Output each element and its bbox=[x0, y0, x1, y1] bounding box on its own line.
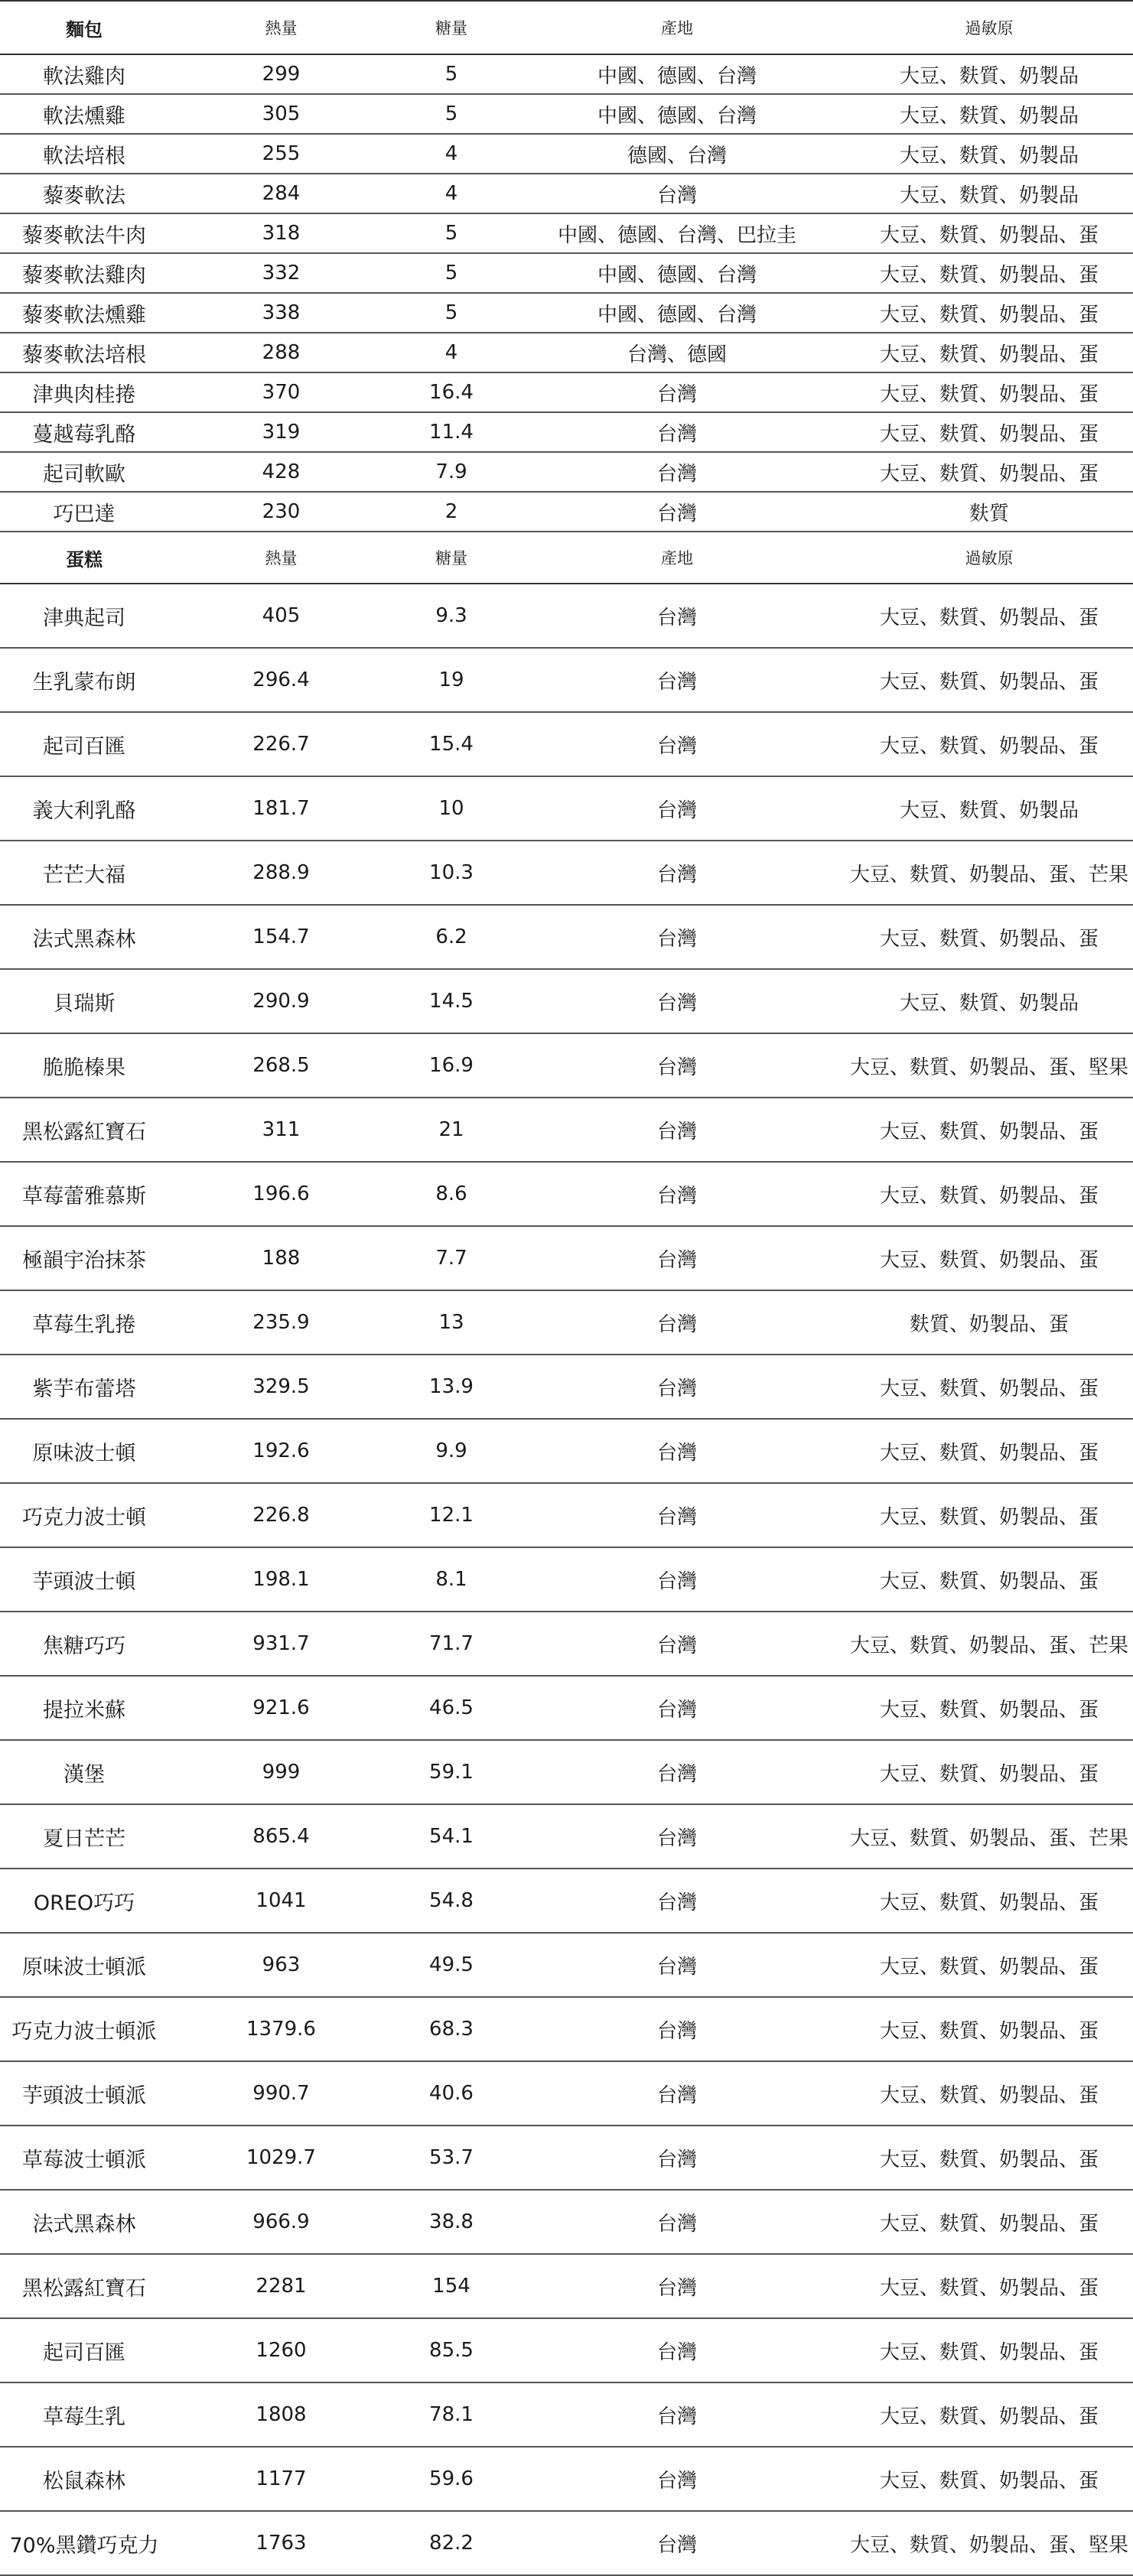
origin-cell: 台灣 bbox=[509, 2254, 845, 2318]
origin-cell: 台灣 bbox=[509, 174, 845, 213]
calories-cell: 188 bbox=[168, 1226, 394, 1290]
item-name: 黑松露紅寶石 bbox=[0, 2254, 168, 2318]
calories-cell: 305 bbox=[168, 94, 394, 134]
allergen-cell: 大豆、麩質、奶製品、蛋 bbox=[845, 333, 1133, 372]
allergen-cell: 大豆、麩質、奶製品、蛋 bbox=[845, 1355, 1133, 1419]
origin-cell: 台灣 bbox=[509, 452, 845, 492]
allergen-cell: 麩質 bbox=[845, 492, 1133, 532]
allergen-cell: 大豆、麩質、奶製品、蛋 bbox=[845, 293, 1133, 333]
origin-cell: 台灣 bbox=[509, 1676, 845, 1740]
item-name: 芋頭波士頓派 bbox=[0, 2061, 168, 2126]
calories-cell: 288.9 bbox=[168, 841, 394, 905]
calories-header: 熱量 bbox=[168, 1, 394, 54]
table-row bbox=[0, 1290, 1133, 1355]
table-row bbox=[0, 841, 1133, 905]
allergen-cell: 大豆、麩質、奶製品 bbox=[845, 94, 1133, 134]
calories-cell: 865.4 bbox=[168, 1804, 394, 1869]
table-row bbox=[0, 1226, 1133, 1290]
allergen-cell: 大豆、麩質、奶製品、蛋 bbox=[845, 1547, 1133, 1612]
sugar-cell: 71.7 bbox=[394, 1612, 509, 1676]
calories-cell: 268.5 bbox=[168, 1033, 394, 1098]
sugar-cell: 11.4 bbox=[394, 412, 509, 452]
item-name: 焦糖巧巧 bbox=[0, 1612, 168, 1676]
allergen-cell: 大豆、麩質、奶製品、蛋 bbox=[845, 712, 1133, 776]
origin-cell: 中國、德國、台灣 bbox=[509, 253, 845, 293]
item-name: 生乳蒙布朗 bbox=[0, 648, 168, 712]
origin-cell: 台灣 bbox=[509, 905, 845, 969]
sugar-cell: 46.5 bbox=[394, 1676, 509, 1740]
calories-cell: 1763 bbox=[168, 2511, 394, 2575]
item-name: 巧巴達 bbox=[0, 492, 168, 532]
allergen-cell: 大豆、麩質、奶製品、蛋 bbox=[845, 1869, 1133, 1933]
table-row bbox=[0, 1162, 1133, 1226]
sugar-cell: 5 bbox=[394, 293, 509, 333]
allergen-cell: 大豆、麩質、奶製品、蛋 bbox=[845, 2254, 1133, 2318]
allergen-cell: 大豆、麩質、奶製品 bbox=[845, 54, 1133, 94]
sugar-cell: 5 bbox=[394, 54, 509, 94]
product-table-body bbox=[0, 1, 1133, 2575]
item-name: 起司百匯 bbox=[0, 712, 168, 776]
table-row bbox=[0, 2318, 1133, 2382]
origin-cell: 台灣 bbox=[509, 712, 845, 776]
origin-cell: 中國、德國、台灣、巴拉圭 bbox=[509, 213, 845, 253]
calories-cell: 370 bbox=[168, 372, 394, 412]
origin-cell: 台灣 bbox=[509, 1226, 845, 1290]
allergen-cell: 大豆、麩質、奶製品、蛋、芒果 bbox=[845, 1804, 1133, 1869]
allergen-cell: 大豆、麩質、奶製品、蛋 bbox=[845, 1162, 1133, 1226]
sugar-cell: 5 bbox=[394, 94, 509, 134]
sugar-cell: 54.8 bbox=[394, 1869, 509, 1933]
origin-cell: 台灣 bbox=[509, 1419, 845, 1483]
allergen-cell: 大豆、麩質、奶製品、蛋 bbox=[845, 412, 1133, 452]
table-row bbox=[0, 213, 1133, 253]
allergen-cell: 大豆、麩質、奶製品、蛋 bbox=[845, 253, 1133, 293]
origin-cell: 中國、德國、台灣 bbox=[509, 94, 845, 134]
table-row bbox=[0, 2254, 1133, 2318]
allergen-cell: 大豆、麩質、奶製品、蛋 bbox=[845, 1419, 1133, 1483]
origin-cell: 台灣 bbox=[509, 969, 845, 1033]
sugar-cell: 10.3 bbox=[394, 841, 509, 905]
origin-cell: 台灣 bbox=[509, 776, 845, 841]
sugar-cell: 40.6 bbox=[394, 2061, 509, 2126]
sugar-cell: 16.4 bbox=[394, 372, 509, 412]
sugar-cell: 82.2 bbox=[394, 2511, 509, 2575]
table-row bbox=[0, 1933, 1133, 1997]
origin-cell: 台灣 bbox=[509, 841, 845, 905]
calories-cell: 226.7 bbox=[168, 712, 394, 776]
table-row bbox=[0, 2382, 1133, 2447]
allergen-cell: 大豆、麩質、奶製品、蛋 bbox=[845, 2061, 1133, 2126]
table-row bbox=[0, 94, 1133, 134]
item-name: 軟法燻雞 bbox=[0, 94, 168, 134]
origin-cell: 台灣 bbox=[509, 1612, 845, 1676]
sugar-cell: 4 bbox=[394, 134, 509, 174]
sugar-header: 糖量 bbox=[394, 1, 509, 54]
calories-cell: 1029.7 bbox=[168, 2126, 394, 2190]
item-name: 脆脆榛果 bbox=[0, 1033, 168, 1098]
origin-cell: 台灣 bbox=[509, 1162, 845, 1226]
sugar-cell: 5 bbox=[394, 213, 509, 253]
table-row bbox=[0, 969, 1133, 1033]
origin-cell: 台灣 bbox=[509, 2447, 845, 2511]
calories-cell: 226.8 bbox=[168, 1483, 394, 1547]
table-row bbox=[0, 1419, 1133, 1483]
table-row bbox=[0, 2190, 1133, 2254]
allergen-cell: 大豆、麩質、奶製品、蛋 bbox=[845, 452, 1133, 492]
sugar-cell: 154 bbox=[394, 2254, 509, 2318]
sugar-cell: 14.5 bbox=[394, 969, 509, 1033]
bread-section-title: 麵包 bbox=[0, 1, 168, 54]
bread-section-header bbox=[0, 1, 1133, 54]
calories-cell: 1379.6 bbox=[168, 1997, 394, 2061]
table-row bbox=[0, 333, 1133, 372]
origin-cell: 台灣 bbox=[509, 2126, 845, 2190]
calories-cell: 999 bbox=[168, 1740, 394, 1804]
calories-cell: 154.7 bbox=[168, 905, 394, 969]
item-name: 藜麥軟法燻雞 bbox=[0, 293, 168, 333]
table-row bbox=[0, 1483, 1133, 1547]
item-name: 原味波士頓派 bbox=[0, 1933, 168, 1997]
origin-cell: 台灣 bbox=[509, 2061, 845, 2126]
sugar-cell: 8.1 bbox=[394, 1547, 509, 1612]
calories-cell: 1808 bbox=[168, 2382, 394, 2447]
item-name: 芒芒大福 bbox=[0, 841, 168, 905]
item-name: 芋頭波士頓 bbox=[0, 1547, 168, 1612]
origin-cell: 台灣 bbox=[509, 1547, 845, 1612]
item-name: 蔓越莓乳酪 bbox=[0, 412, 168, 452]
allergen-cell: 大豆、麩質、奶製品、蛋 bbox=[845, 2318, 1133, 2382]
origin-cell: 台灣 bbox=[509, 648, 845, 712]
origin-header: 產地 bbox=[509, 1, 845, 54]
origin-cell: 台灣 bbox=[509, 1098, 845, 1162]
item-name: 松鼠森林 bbox=[0, 2447, 168, 2511]
item-name: 夏日芒芒 bbox=[0, 1804, 168, 1869]
calories-cell: 196.6 bbox=[168, 1162, 394, 1226]
calories-cell: 318 bbox=[168, 213, 394, 253]
table-row bbox=[0, 2511, 1133, 2575]
origin-cell: 中國、德國、台灣 bbox=[509, 54, 845, 94]
sugar-cell: 21 bbox=[394, 1098, 509, 1162]
table-row bbox=[0, 293, 1133, 333]
origin-cell: 台灣 bbox=[509, 1483, 845, 1547]
table-row bbox=[0, 1098, 1133, 1162]
allergen-cell: 大豆、麩質、奶製品、蛋 bbox=[845, 2382, 1133, 2447]
item-name: 紫芋布蕾塔 bbox=[0, 1355, 168, 1419]
sugar-cell: 53.7 bbox=[394, 2126, 509, 2190]
allergen-cell: 大豆、麩質、奶製品、蛋 bbox=[845, 1997, 1133, 2061]
table-row bbox=[0, 372, 1133, 412]
table-row bbox=[0, 905, 1133, 969]
allergen-cell: 大豆、麩質、奶製品、蛋 bbox=[845, 2447, 1133, 2511]
item-name: 極韻宇治抹茶 bbox=[0, 1226, 168, 1290]
allergen-cell: 大豆、麩質、奶製品、蛋 bbox=[845, 584, 1133, 648]
table-row bbox=[0, 1612, 1133, 1676]
sugar-cell: 13.9 bbox=[394, 1355, 509, 1419]
calories-cell: 966.9 bbox=[168, 2190, 394, 2254]
calories-cell: 990.7 bbox=[168, 2061, 394, 2126]
table-row bbox=[0, 1804, 1133, 1869]
origin-cell: 台灣 bbox=[509, 2382, 845, 2447]
item-name: 原味波士頓 bbox=[0, 1419, 168, 1483]
item-name: 藜麥軟法培根 bbox=[0, 333, 168, 372]
item-name: 軟法培根 bbox=[0, 134, 168, 174]
origin-header: 產地 bbox=[509, 532, 845, 584]
allergen-cell: 大豆、麩質、奶製品、蛋 bbox=[845, 1933, 1133, 1997]
table-row bbox=[0, 412, 1133, 452]
sugar-cell: 8.6 bbox=[394, 1162, 509, 1226]
calories-cell: 235.9 bbox=[168, 1290, 394, 1355]
item-name: 巧克力波士頓 bbox=[0, 1483, 168, 1547]
allergen-cell: 大豆、麩質、奶製品、蛋 bbox=[845, 1226, 1133, 1290]
calories-cell: 921.6 bbox=[168, 1676, 394, 1740]
allergen-cell: 大豆、麩質、奶製品、蛋 bbox=[845, 648, 1133, 712]
table-row bbox=[0, 134, 1133, 174]
calories-cell: 329.5 bbox=[168, 1355, 394, 1419]
item-name: 藜麥軟法 bbox=[0, 174, 168, 213]
calories-cell: 332 bbox=[168, 253, 394, 293]
origin-cell: 台灣 bbox=[509, 584, 845, 648]
origin-cell: 台灣 bbox=[509, 1869, 845, 1933]
sugar-cell: 7.9 bbox=[394, 452, 509, 492]
calories-cell: 931.7 bbox=[168, 1612, 394, 1676]
table-row bbox=[0, 1033, 1133, 1098]
item-name: 70%黑鑽巧克力 bbox=[0, 2511, 168, 2575]
table-row bbox=[0, 2447, 1133, 2511]
sugar-cell: 9.3 bbox=[394, 584, 509, 648]
sugar-cell: 49.5 bbox=[394, 1933, 509, 1997]
origin-cell: 台灣 bbox=[509, 372, 845, 412]
table-row bbox=[0, 712, 1133, 776]
table-row bbox=[0, 54, 1133, 94]
table-row bbox=[0, 584, 1133, 648]
allergen-cell: 大豆、麩質、奶製品、蛋 bbox=[845, 2190, 1133, 2254]
item-name: 草莓波士頓派 bbox=[0, 2126, 168, 2190]
table-row bbox=[0, 1355, 1133, 1419]
item-name: 法式黑森林 bbox=[0, 905, 168, 969]
allergen-cell: 大豆、麩質、奶製品、蛋、芒果 bbox=[845, 1612, 1133, 1676]
table-row bbox=[0, 1869, 1133, 1933]
item-name: 軟法雞肉 bbox=[0, 54, 168, 94]
sugar-cell: 9.9 bbox=[394, 1419, 509, 1483]
item-name: 藜麥軟法雞肉 bbox=[0, 253, 168, 293]
sugar-cell: 2 bbox=[394, 492, 509, 532]
sugar-cell: 10 bbox=[394, 776, 509, 841]
calories-cell: 319 bbox=[168, 412, 394, 452]
table-row bbox=[0, 776, 1133, 841]
origin-cell: 台灣 bbox=[509, 1355, 845, 1419]
sugar-cell: 68.3 bbox=[394, 1997, 509, 2061]
sugar-cell: 78.1 bbox=[394, 2382, 509, 2447]
item-name: 草莓生乳捲 bbox=[0, 1290, 168, 1355]
table-row bbox=[0, 1740, 1133, 1804]
sugar-cell: 4 bbox=[394, 174, 509, 213]
item-name: 提拉米蘇 bbox=[0, 1676, 168, 1740]
table-row bbox=[0, 452, 1133, 492]
sugar-cell: 19 bbox=[394, 648, 509, 712]
table-row bbox=[0, 2061, 1133, 2126]
origin-cell: 中國、德國、台灣 bbox=[509, 293, 845, 333]
allergen-cell: 麩質、奶製品、蛋 bbox=[845, 1290, 1133, 1355]
calories-cell: 288 bbox=[168, 333, 394, 372]
calories-cell: 299 bbox=[168, 54, 394, 94]
allergen-cell: 大豆、麩質、奶製品、蛋 bbox=[845, 1483, 1133, 1547]
table-row bbox=[0, 1997, 1133, 2061]
calories-header: 熱量 bbox=[168, 532, 394, 584]
calories-cell: 338 bbox=[168, 293, 394, 333]
item-name: 巧克力波士頓派 bbox=[0, 1997, 168, 2061]
allergen-cell: 大豆、麩質、奶製品、蛋 bbox=[845, 905, 1133, 969]
sugar-cell: 4 bbox=[394, 333, 509, 372]
allergen-cell: 大豆、麩質、奶製品、蛋、堅果 bbox=[845, 2511, 1133, 2575]
item-name: 義大利乳酪 bbox=[0, 776, 168, 841]
table-row bbox=[0, 1676, 1133, 1740]
cake-section-title: 蛋糕 bbox=[0, 532, 168, 584]
calories-cell: 284 bbox=[168, 174, 394, 213]
item-name: 漢堡 bbox=[0, 1740, 168, 1804]
calories-cell: 198.1 bbox=[168, 1547, 394, 1612]
item-name: 黑松露紅寶石 bbox=[0, 1098, 168, 1162]
sugar-cell: 85.5 bbox=[394, 2318, 509, 2382]
calories-cell: 181.7 bbox=[168, 776, 394, 841]
calories-cell: 1260 bbox=[168, 2318, 394, 2382]
item-name: 起司軟歐 bbox=[0, 452, 168, 492]
item-name: 津典起司 bbox=[0, 584, 168, 648]
calories-cell: 192.6 bbox=[168, 1419, 394, 1483]
allergen-cell: 大豆、麩質、奶製品、蛋 bbox=[845, 1740, 1133, 1804]
item-name: 藜麥軟法牛肉 bbox=[0, 213, 168, 253]
calories-cell: 311 bbox=[168, 1098, 394, 1162]
sugar-header: 糖量 bbox=[394, 532, 509, 584]
allergen-header: 過敏原 bbox=[845, 1, 1133, 54]
sugar-cell: 54.1 bbox=[394, 1804, 509, 1869]
item-name: 草莓生乳 bbox=[0, 2382, 168, 2447]
cake-section-header bbox=[0, 532, 1133, 584]
allergen-cell: 大豆、麩質、奶製品、蛋 bbox=[845, 2126, 1133, 2190]
origin-cell: 台灣 bbox=[509, 2511, 845, 2575]
calories-cell: 1177 bbox=[168, 2447, 394, 2511]
item-name: 津典肉桂捲 bbox=[0, 372, 168, 412]
calories-cell: 1041 bbox=[168, 1869, 394, 1933]
origin-cell: 台灣 bbox=[509, 1997, 845, 2061]
allergen-cell: 大豆、麩質、奶製品 bbox=[845, 134, 1133, 174]
sugar-cell: 13 bbox=[394, 1290, 509, 1355]
origin-cell: 德國、台灣 bbox=[509, 134, 845, 174]
allergen-cell: 大豆、麩質、奶製品、蛋 bbox=[845, 1098, 1133, 1162]
origin-cell: 台灣 bbox=[509, 2318, 845, 2382]
origin-cell: 台灣 bbox=[509, 1033, 845, 1098]
origin-cell: 台灣 bbox=[509, 1933, 845, 1997]
item-name: 草莓蕾雅慕斯 bbox=[0, 1162, 168, 1226]
table-row bbox=[0, 1547, 1133, 1612]
item-name: 貝瑞斯 bbox=[0, 969, 168, 1033]
table-row bbox=[0, 648, 1133, 712]
allergen-cell: 大豆、麩質、奶製品、蛋、堅果 bbox=[845, 1033, 1133, 1098]
sugar-cell: 38.8 bbox=[394, 2190, 509, 2254]
calories-cell: 255 bbox=[168, 134, 394, 174]
calories-cell: 230 bbox=[168, 492, 394, 532]
origin-cell: 台灣 bbox=[509, 2190, 845, 2254]
origin-cell: 台灣 bbox=[509, 492, 845, 532]
table-row bbox=[0, 174, 1133, 213]
sugar-cell: 59.1 bbox=[394, 1740, 509, 1804]
sugar-cell: 6.2 bbox=[394, 905, 509, 969]
allergen-cell: 大豆、麩質、奶製品、蛋、芒果 bbox=[845, 841, 1133, 905]
table-row bbox=[0, 492, 1133, 532]
table-row bbox=[0, 253, 1133, 293]
calories-cell: 290.9 bbox=[168, 969, 394, 1033]
calories-cell: 296.4 bbox=[168, 648, 394, 712]
origin-cell: 台灣 bbox=[509, 1290, 845, 1355]
item-name: 法式黑森林 bbox=[0, 2190, 168, 2254]
item-name: OREO巧巧 bbox=[0, 1869, 168, 1933]
sugar-cell: 5 bbox=[394, 253, 509, 293]
calories-cell: 405 bbox=[168, 584, 394, 648]
allergen-cell: 大豆、麩質、奶製品、蛋 bbox=[845, 1676, 1133, 1740]
calories-cell: 428 bbox=[168, 452, 394, 492]
origin-cell: 台灣 bbox=[509, 1804, 845, 1869]
calories-cell: 963 bbox=[168, 1933, 394, 1997]
allergen-cell: 大豆、麩質、奶製品 bbox=[845, 174, 1133, 213]
allergen-cell: 大豆、麩質、奶製品、蛋 bbox=[845, 372, 1133, 412]
allergen-cell: 大豆、麩質、奶製品 bbox=[845, 969, 1133, 1033]
allergen-header: 過敏原 bbox=[845, 532, 1133, 584]
sugar-cell: 59.6 bbox=[394, 2447, 509, 2511]
allergen-cell: 大豆、麩質、奶製品 bbox=[845, 776, 1133, 841]
origin-cell: 台灣 bbox=[509, 412, 845, 452]
item-name: 起司百匯 bbox=[0, 2318, 168, 2382]
allergen-cell: 大豆、麩質、奶製品、蛋 bbox=[845, 213, 1133, 253]
sugar-cell: 15.4 bbox=[394, 712, 509, 776]
sugar-cell: 12.1 bbox=[394, 1483, 509, 1547]
table-row bbox=[0, 2126, 1133, 2190]
sugar-cell: 16.9 bbox=[394, 1033, 509, 1098]
sugar-cell: 7.7 bbox=[394, 1226, 509, 1290]
origin-cell: 台灣、德國 bbox=[509, 333, 845, 372]
calories-cell: 2281 bbox=[168, 2254, 394, 2318]
origin-cell: 台灣 bbox=[509, 1740, 845, 1804]
